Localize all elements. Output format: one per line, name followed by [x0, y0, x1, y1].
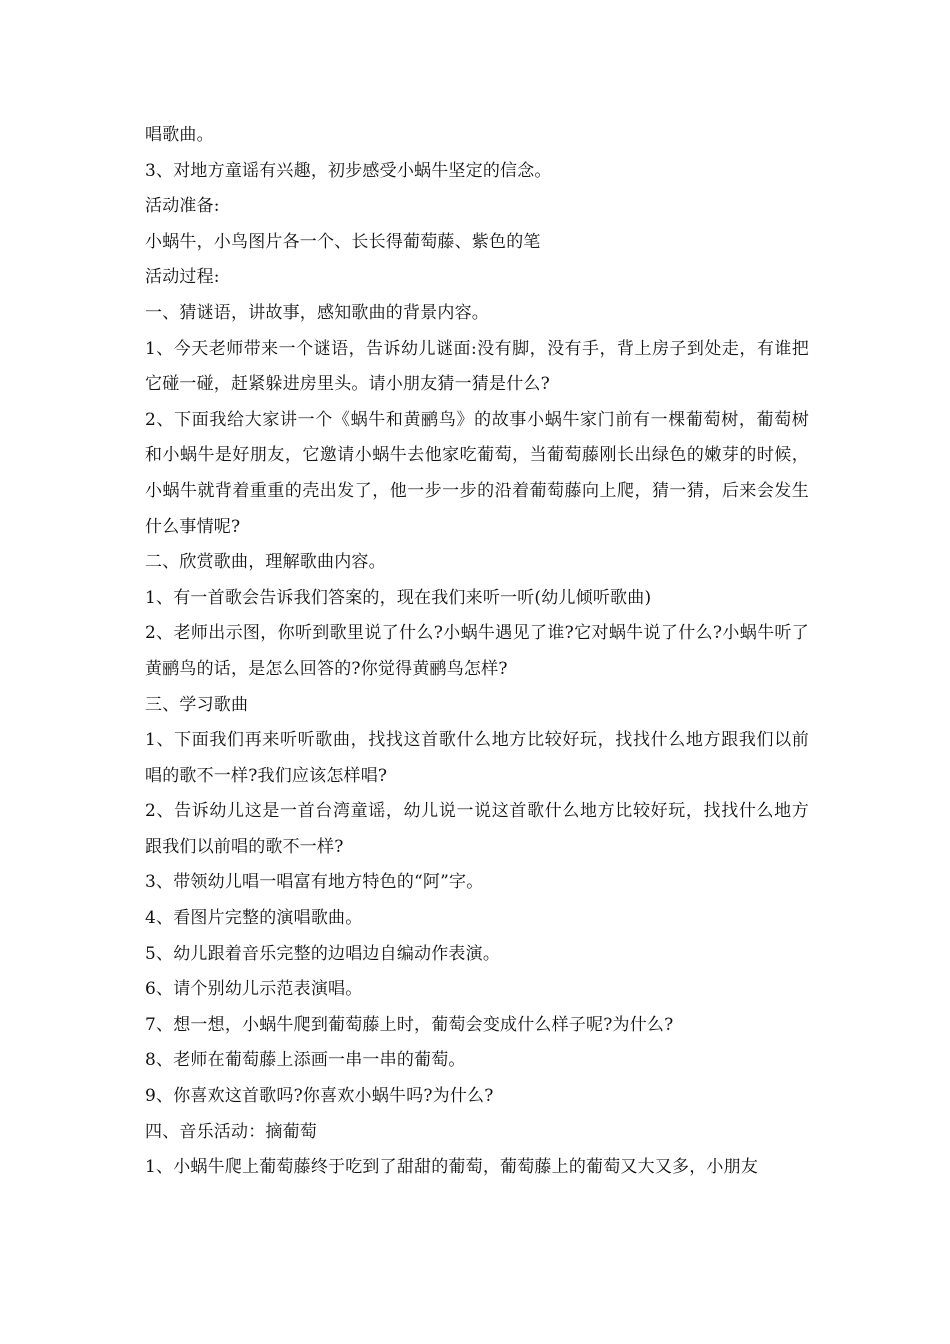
objective-3: 3、对地方童谣有兴趣，初步感受小蜗牛坚定的信念。: [145, 160, 552, 181]
step-heading-4: 四、音乐活动：摘葡萄: [145, 1121, 317, 1142]
paragraph: 3、带领幼儿唱一唱富有地方特色的“阿”字。: [145, 872, 484, 893]
paragraph: 1、有一首歌会告诉我们答案的，现在我们来听一听(幼儿倾听歌曲): [145, 587, 652, 608]
step-heading-3: 三、学习歌曲: [145, 694, 249, 715]
paragraph: 2、告诉幼儿这是一首台湾童谣，幼儿说一说这首歌什么地方比较好玩，找找什么地方跟我们以前唱的歌不一样?: [145, 801, 809, 857]
paragraph: 6、请个别幼儿示范表演唱。: [145, 979, 363, 1000]
step-heading-2: 二、欣赏歌曲，理解歌曲内容。: [145, 552, 386, 573]
preparation-materials: 小蜗牛，小鸟图片各一个、长长得葡萄藤、紫色的笔: [145, 231, 541, 252]
paragraph: 2、下面我给大家讲一个《蜗牛和黄鹂鸟》的故事小蜗牛家门前有一棵葡萄树，葡萄树和小蜗牛是好朋友，它邀请小蜗牛去他家吃葡萄，当葡萄藤刚长出绿色的嫩芽的时候，小蜗牛就背着重重的壳出发了，他一步一步的沿着葡萄藤向上爬，猜一猜，后来会发生什么事情呢?: [145, 409, 809, 537]
paragraph: 唱歌曲。: [145, 125, 214, 145]
paragraph: 1、小蜗牛爬上葡萄藤终于吃到了甜甜的葡萄，葡萄藤上的葡萄又大又多，小朋友: [145, 1157, 759, 1178]
paragraph: 9、你喜欢这首歌吗?你喜欢小蜗牛吗?为什么?: [145, 1086, 494, 1107]
paragraph: 1、今天老师带来一个谜语，告诉幼儿谜面:没有脚，没有手，背上房子到处走，有谁把它碰一碰，赶紧躲进房里头。请小朋友猜一猜是什么?: [145, 338, 809, 395]
paragraph: 1、下面我们再来听听歌曲，找找这首歌什么地方比较好玩，找找什么地方跟我们以前唱的歌不一样?我们应该怎样唱?: [145, 730, 809, 786]
section-heading-process: 活动过程:: [145, 267, 220, 288]
document-body: [145, 118, 809, 1186]
step-heading-1: 一、猜谜语，讲故事，感知歌曲的背景内容。: [145, 302, 489, 323]
paragraph: 2、老师出示图，你听到歌里说了什么?小蜗牛遇见了谁?它对蜗牛说了什么?小蜗牛听了黄鹂鸟的话，是怎么回答的?你觉得黄鹂鸟怎样?: [145, 623, 809, 679]
paragraph: 5、幼儿跟着音乐完整的边唱边自编动作表演。: [145, 943, 501, 964]
paragraph: 8、老师在葡萄藤上添画一串一串的葡萄。: [145, 1050, 466, 1071]
paragraph: 7、想一想，小蜗牛爬到葡萄藤上时，葡萄会变成什么样子呢?为什么?: [145, 1014, 674, 1035]
section-heading-preparation: 活动准备:: [145, 196, 220, 217]
paragraph: 4、看图片完整的演唱歌曲。: [145, 908, 363, 929]
